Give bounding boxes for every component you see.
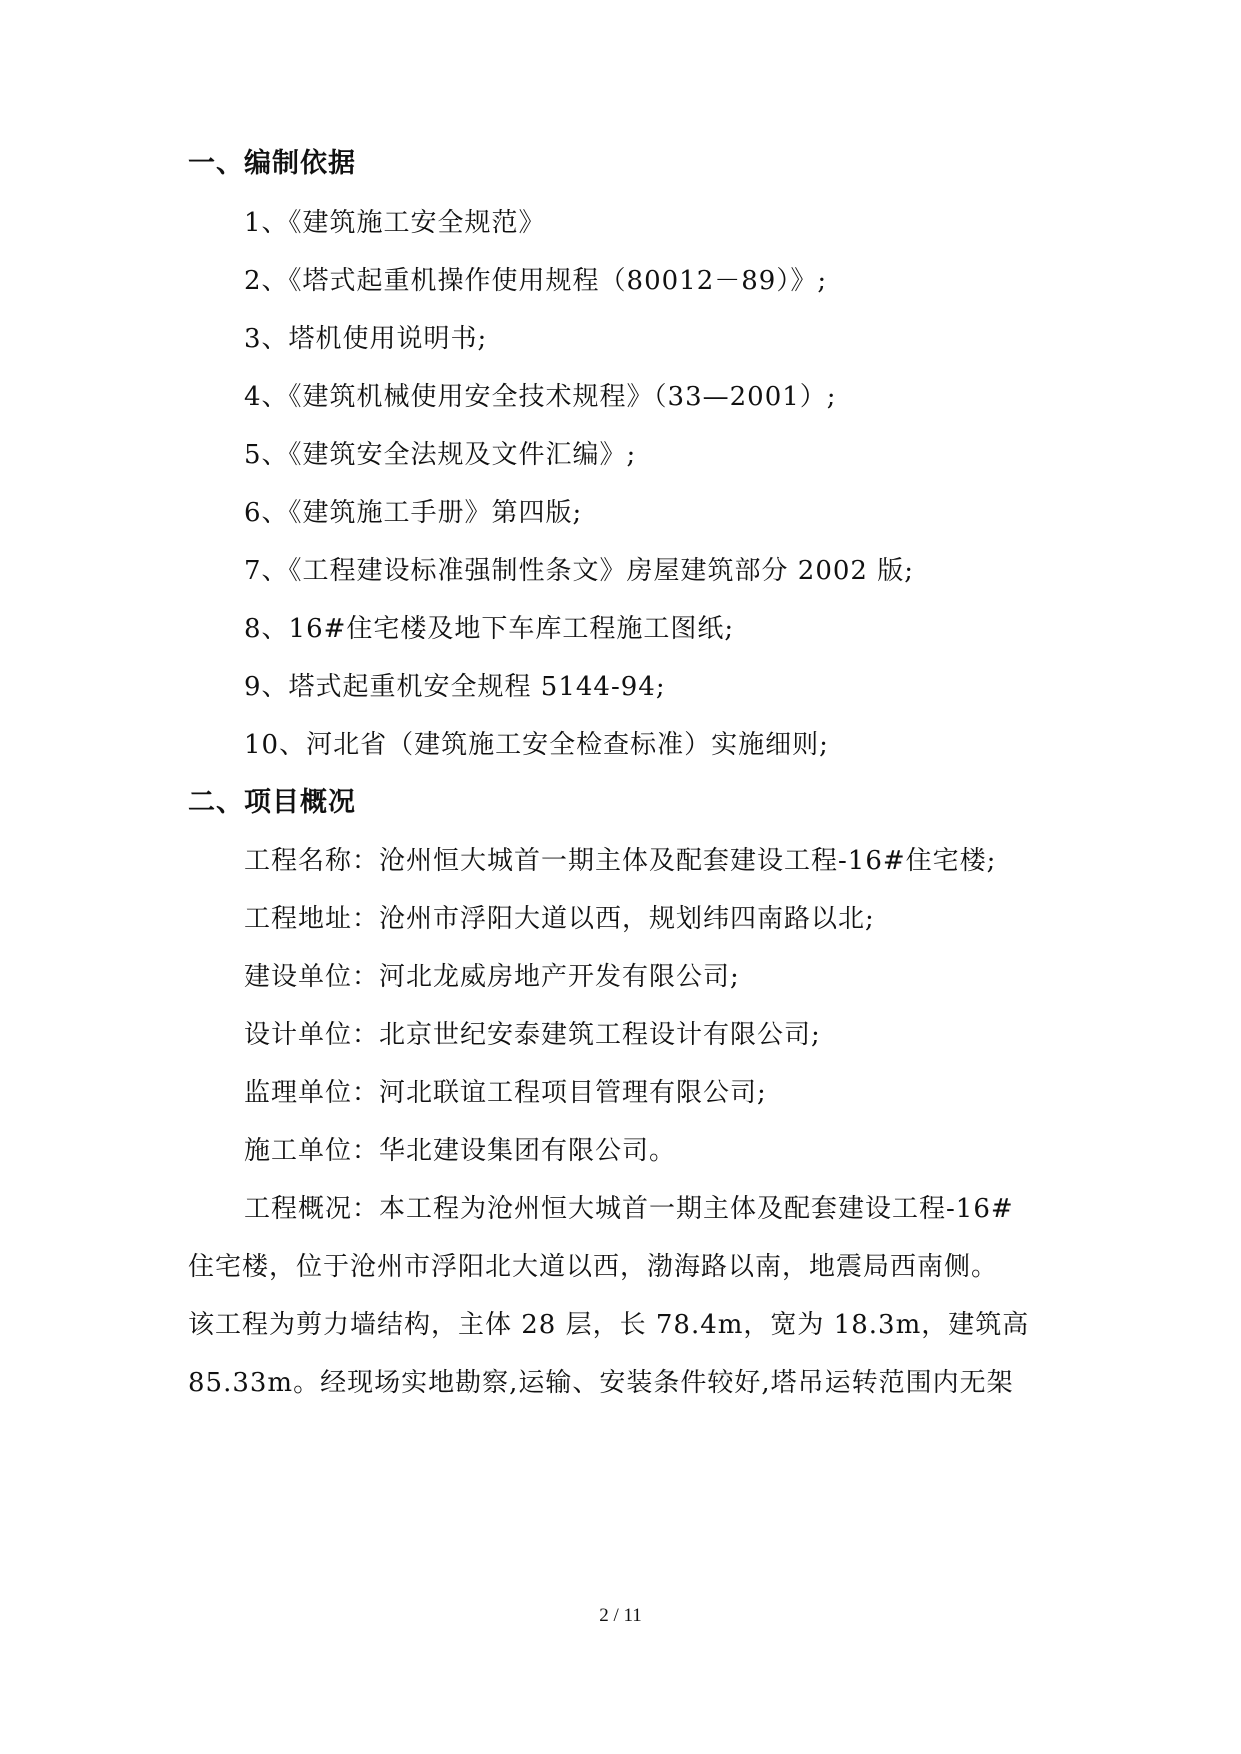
basis-item-1: 1、《建筑施工安全规范》 xyxy=(244,208,546,238)
basis-item-3: 3、塔机使用说明书; xyxy=(244,324,488,354)
basis-item-2: 2、《塔式起重机操作使用规程（80012－89）》; xyxy=(244,266,828,296)
overview-line-2: 住宅楼，位于沧州市浮阳北大道以西，渤海路以南，地震局西南侧。 xyxy=(188,1252,999,1282)
section-heading-overview: 二、项目概况 xyxy=(188,787,356,818)
basis-item-5: 5、《建筑安全法规及文件汇编》; xyxy=(244,440,637,470)
basis-item-4: 4、《建筑机械使用安全技术规程》（33—2001）; xyxy=(244,382,837,412)
overview-line-3: 该工程为剪力墙结构，主体 28 层，长 78.4m，宽为 18.3m，建筑高 xyxy=(188,1310,1030,1340)
basis-item-10: 10、河北省（建筑施工安全检查标准）实施细则; xyxy=(244,730,829,760)
basis-item-7: 7、《工程建设标准强制性条文》房屋建筑部分 2002 版; xyxy=(244,556,914,586)
overview-line-1: 工程概况：本工程为沧州恒大城首一期主体及配套建设工程-16# xyxy=(244,1194,1014,1224)
project-supervisor: 监理单位：河北联谊工程项目管理有限公司; xyxy=(244,1078,767,1108)
project-designer: 设计单位：北京世纪安泰建筑工程设计有限公司; xyxy=(244,1020,821,1050)
project-address: 工程地址：沧州市浮阳大道以西，规划纬四南路以北; xyxy=(244,904,875,934)
basis-item-9: 9、塔式起重机安全规程 5144-94; xyxy=(244,672,666,702)
page-number: 2 / 11 xyxy=(599,1605,642,1626)
overview-line-4: 85.33m。经现场实地勘察,运输、安装条件较好,塔吊运转范围内无架 xyxy=(188,1368,1014,1398)
project-name: 工程名称：沧州恒大城首一期主体及配套建设工程-16#住宅楼; xyxy=(244,846,997,876)
section-heading-basis: 一、编制依据 xyxy=(188,148,356,179)
basis-item-6: 6、《建筑施工手册》第四版; xyxy=(244,498,583,528)
project-contractor: 施工单位：华北建设集团有限公司。 xyxy=(244,1136,677,1166)
project-owner: 建设单位：河北龙威房地产开发有限公司; xyxy=(244,962,740,992)
basis-item-8: 8、16#住宅楼及地下车库工程施工图纸; xyxy=(244,614,735,644)
